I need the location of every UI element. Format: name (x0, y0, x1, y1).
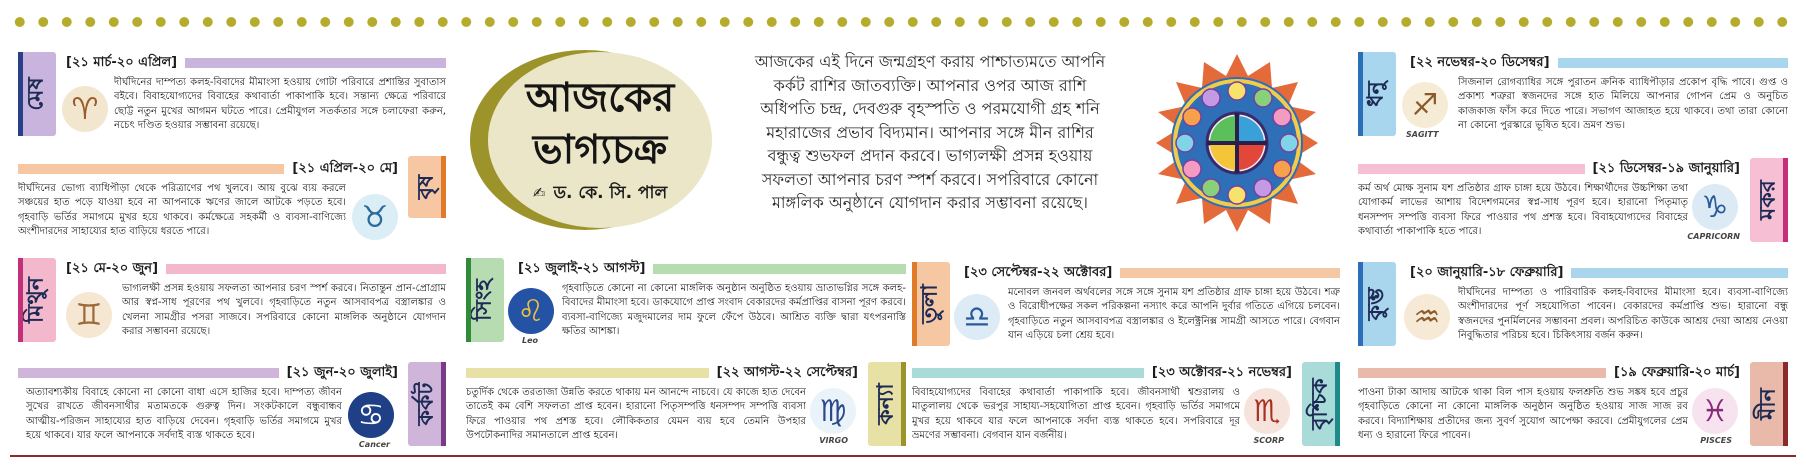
emblem-caption-sagittarius: SAGITT (1406, 130, 1439, 139)
date-range-aquarius: [২০ জানুয়ারি-১৮ ফেব্রুয়ারি] (1410, 264, 1564, 280)
sign-tab-cancer (408, 362, 446, 446)
sign-header-pisces (1358, 364, 1740, 382)
horoscope-virgo (466, 362, 906, 454)
header-bar-capricorn (1358, 164, 1585, 174)
gemini-icon: ♊ (66, 292, 112, 338)
forecast-virgo: চতুর্দিক থেকে তরতাজা উন্নতি করতে থাকায় মন আনন্দে নাচবে। যে কাজে হাত দেবেন তাতেই কম বেশি সফলতা প্রাপ্ত হবেন। হারানো পিতৃসম্পত্তি ধনসম্পদ সম্পত্তি ব্যবসা ফিরে পাওয়ার পথ প্রশস্ত হবে। লৌকিকতার যেমন ব্যয় হবে তেমনি উপহার উপঢৌকনাদির সমানতালে প্রাপ্ত হবেন। (466, 387, 806, 442)
sign-tab-aries (18, 52, 56, 136)
forecast-capricorn: কর্ম অর্থ মোক্ষ সুনাম যশ প্রতিষ্ঠার গ্রাফ চাঙ্গা হয়ে উঠবে। শিক্ষার্থীদের উচ্চশিক্ষা তথা যোগাকর্ম লাভের আশায় বিদেশগমনের স্বপ্ন-সাধ পূরণ হবে। হারানো পিতৃমাতৃ ধনসম্পদ সম্পত্তি ব্যবসা ফিরে পাওয়ার পথ প্রশস্ত হবে। বিবাহযোগ্যদের বিবাহের কথাবার্তা পাকাপাকি হতে পারে। (1358, 183, 1688, 238)
cancer-icon: ♋ (348, 392, 394, 438)
bottom-rule (10, 455, 1796, 457)
header-bar-taurus (18, 164, 284, 174)
date-range-pisces: [১৯ ফেব্রুয়ারি-২০ মার্চ] (1614, 364, 1740, 380)
horoscope-cancer (18, 362, 446, 454)
pen-icon: ✍ (532, 184, 546, 202)
horoscope-sagittarius (1358, 52, 1788, 144)
scorpio-icon: ♏ (1244, 388, 1290, 434)
header-bar-cancer (18, 368, 279, 378)
virgo-icon: ♍ (810, 388, 856, 434)
page-title: আজকের (525, 75, 675, 121)
sign-tab-pisces (1750, 362, 1788, 446)
emblem-caption-virgo: VIRGO (819, 436, 848, 445)
title-disc (488, 52, 712, 228)
libra-icon: ♎ (954, 294, 1000, 340)
sign-name-gemini: মিথুন (23, 277, 49, 323)
emblem-caption-cancer: Cancer (358, 440, 390, 449)
title-block (470, 50, 734, 230)
sign-header-aquarius (1410, 264, 1788, 282)
aries-icon: ♈ (62, 86, 108, 132)
date-range-leo: [২১ জুলাই-২১ আগস্ট] (518, 260, 646, 276)
horoscope-gemini (18, 258, 446, 350)
forecast-aquarius: দীর্ঘদিনের দাম্পত্য ও পারিবারিক কলহ-বিবাদের মীমাংসা হবে। ব্যবসা-বাণিজ্যে অংশীদারদের পূর্ণ সহযোগিতা পাবেন। বেকারদের কর্মপ্রাপ্তি শুভ। হারানো বন্ধু স্বজনদের পুনর্মিলনের সম্ভাবনা প্রবল। অপরিচিত কাউকে আশ্রয় দেয়া আশ্রয় নেওয়া নিবুদ্ধিতার পরিচয় হবে। চিকিৎসায় বর্জন করুন। (1458, 287, 1788, 342)
author-byline (488, 180, 712, 208)
date-range-taurus: [২১ এপ্রিল-২০ মে] (292, 160, 398, 176)
emblem-caption-scorpio: SCORP (1253, 436, 1284, 445)
sign-tab-aquarius (1358, 262, 1396, 346)
sign-header-aries (66, 54, 446, 72)
header-bar-libra (1120, 268, 1340, 278)
sign-name-aries: মেষ (23, 77, 49, 111)
sign-name-capricorn: মকর (1755, 180, 1781, 220)
dotted-border (8, 15, 1798, 29)
forecast-sagittarius: সিজনাল রোগব্যাধির সঙ্গে পুরাতন ক্রনিক ব্যাধিপীড়ার প্রকোপ বৃদ্ধি পাবে। গুপ্ত ও প্রকাশ্য শত্রুরা স্বজনদের সঙ্গে হাত মিলিয়ে আপনার গোপন প্রেম ও অনুচিত কাজকাজ ফাঁস করে দিতে পারে। সভাগণ আজাহত হয়ে থাকবে। তথা তারা কোনো না কোনো পুরস্কারে ভূষিত হবে। ভ্রমণ শুভ। (1458, 77, 1788, 132)
forecast-cancer: অত্যাবশ্যকীয় বিবাহে কোনো না কোনো বাধা এসে হাজির হবে। দাম্পত্য জীবন সুখের রাখতে জীবনসাথীর মতামতকে গুরুত্ব দিন। সংকটকালে বন্ধুবান্ধব আত্মীয়-পরিজন সাহায্যের হাত বাড়িয়ে দেবেন। গৃহবাড়ি ভর্তির সমাগমে মুখর হয়ে থাকবে। যার ফলে আপনাকে সর্বদাই ব্যস্ত থাকতে হবে। (26, 387, 342, 442)
sign-header-gemini (66, 260, 446, 278)
sign-name-scorpio: বৃশ্চিক (1307, 378, 1333, 430)
sign-header-taurus (18, 160, 398, 178)
sign-header-libra (964, 264, 1340, 282)
zodiac-wheel-icon (1148, 54, 1326, 232)
pisces-icon: ♓ (1692, 388, 1738, 434)
sign-tab-leo (466, 258, 504, 342)
forecast-scorpio: বিবাহযোগ্যদের বিবাহের কথাবার্তা পাকাপাকি হবে। জীবনসাথী শ্বশুরালয় ও মাতুলালয় থেকে ভরপুর সাহায্য-সহযোগিতা প্রাপ্ত হবেন। গৃহবাড়ি ভর্তির সমাগমে মুখর হয়ে থাকবে যার ফলে আপনাকে সর্বদা ব্যস্ত থাকতে হবে। সপরিবারে দূর ভ্রমণের সম্ভাবনা। বেগবান যান বর্জনীয়। (912, 387, 1240, 442)
leo-icon: ♌ (508, 288, 554, 334)
sign-name-cancer: কর্কট (413, 382, 439, 426)
header-bar-pisces (1358, 368, 1606, 378)
horoscope-aquarius (1358, 262, 1788, 354)
taurus-icon: ♉ (352, 194, 398, 240)
date-range-aries: [২১ মার্চ-২০ এপ্রিল] (66, 54, 178, 70)
horoscope-aries (18, 52, 446, 142)
date-range-sagittarius: [২২ নভেম্বর-২০ ডিসেম্বর] (1410, 54, 1550, 70)
horoscope-libra (912, 262, 1340, 354)
page-subtitle: ভাগ্যচক্র (532, 127, 668, 173)
sign-header-sagittarius (1410, 54, 1788, 72)
emblem-caption-leo: Leo (522, 336, 539, 345)
sign-tab-sagittarius (1358, 52, 1396, 136)
sign-tab-virgo (868, 362, 906, 446)
sign-name-pisces: মীন (1755, 388, 1781, 420)
horoscope-taurus (18, 156, 446, 248)
header-bar-aquarius (1571, 268, 1788, 278)
sign-header-leo (518, 260, 906, 278)
sign-header-scorpio (912, 364, 1292, 382)
forecast-gemini: ভাগ্যলক্ষী প্রসন্ন হওয়ায় সফলতা আপনার চরণ স্পর্শ করবে। নিতান্তুন প্রান-প্রোগ্রাম আর স্বপ্ন-সাধ পূরণের পথ খুলবে। গৃহবাড়িতে নতুন আসবাবপত্র বস্ত্রালঙ্কার ও খেলনা সামগ্রীর পসরা সাজবে। সপরিবারে কোনো মাঙ্গলিক অনুষ্ঠানে যোগদান করার সম্ভাবনা রয়েছে। (122, 283, 446, 338)
forecast-libra: মনোবল জনবল অর্থবলের সঙ্গে সঙ্গে সুনাম যশ প্রতিষ্ঠার গ্রাফ চাঙ্গা হয়ে উঠবে। শত্রু ও বিরোধীপক্ষের সকল পরিকল্পনা নস্যাৎ করে আপনি দুর্বার গতিতে এগিয়ে চলবেন। গৃহবাড়িতে নতুন আসবাবপত্র বস্ত্রালঙ্কার ও ইলেক্ট্রনিক্স সামগ্রী আসতে পারে। বেগবান যান এড়িয়ে চলা শ্রেয় হবে। (1008, 287, 1340, 342)
header-bar-leo (653, 264, 906, 274)
header-bar-virgo (466, 368, 709, 378)
emblem-caption-pisces: PISCES (1700, 436, 1732, 445)
horoscope-capricorn (1358, 158, 1788, 250)
intro-paragraph: আজকের এই দিনে জন্মগ্রহণ করায় পাশ্চাত্যমতে আপনি কর্কট রাশির জাতব্যক্তি। আপনার ওপর আজ রাশি অধিপতি চন্দ্র, দেবগুরু বৃহস্পতি ও পরমযোগী গ্রহ শনি মহারাজের প্রভাব বিদ্যমান। আপনার সঙ্গে মীন রাশির বন্ধুত্ব শুভফল প্রদান করবে। ভাগ্যলক্ষী প্রসন্ন হওয়ায় সফলতা আপনার চরণ স্পর্শ করবে। সপরিবারে কোনো মাঙ্গলিক অনুষ্ঠানে যোগদান করার সম্ভাবনা রয়েছে। (754, 52, 1106, 212)
date-range-libra: [২৩ সেপ্টেম্বর-২২ অক্টোবর] (964, 264, 1113, 280)
date-range-scorpio: [২৩ অক্টোবর-২১ নভেম্বর] (1151, 364, 1292, 380)
horoscope-scorpio (912, 362, 1340, 454)
sign-tab-gemini (18, 258, 56, 342)
forecast-pisces: পাওনা টাকা আদায় আটকে থাকা বিল পাস হওয়ায় ফলশ্রুতি শুভ সঙ্কষ হবে প্রচুর গৃহবাড়িতে কোনো না কোনো মাঙ্গলিক অনুষ্ঠান অনুষ্ঠিত হওয়ায় সাজ সাজ রব করবে। বিদ্যাশিক্ষায় প্রতীদের জন্য সুবর্ণ সুযোগ আপেক্ষা করবে। প্রেমীযুগলের প্রেম ধন্য ও হারানো ফিরে পাবেন। (1358, 387, 1688, 442)
header-bar-gemini (166, 264, 446, 274)
header-bar-sagittarius (1558, 58, 1788, 68)
date-range-capricorn: [২১ ডিসেম্বর-১৯ জানুয়ারি] (1592, 160, 1740, 176)
sign-tab-capricorn (1750, 158, 1788, 242)
sign-name-virgo: কন্যা (873, 383, 899, 425)
sign-header-virgo (466, 364, 858, 382)
header-bar-scorpio (912, 368, 1144, 378)
sign-tab-scorpio (1302, 362, 1340, 446)
forecast-aries: দীর্ঘদিনের দাম্পত্য কলহ-বিবাদের মীমাংসা হওয়ায় গোটা পরিবারে প্রশান্তির সুবাতাস বইবে। বিবাহযোগ্যদের বিবাহের কথাবার্তা পাকাপাকি হবে। সন্তান্য ক্ষেত্রে পরিবারে ছোট্ট নতুন মুখের আগমন ঘটতে পারে। প্রেমীযুগল সতর্কতার সঙ্গে চলাফেরা করুন, নচেৎ দণ্ডিত হওয়ার সম্ভাবনা রয়েছে। (114, 77, 446, 132)
sign-header-capricorn (1358, 160, 1740, 178)
forecast-leo: গৃহবাড়িতে কোনো না কোনো মাঙ্গলিক অনুষ্ঠান অনুষ্ঠিত হওয়ায় ভ্রাতাভগ্নির সঙ্গে কলহ-বিবাদের মীমাংসা হবে। ডাকযোগে প্রাপ্ত সংবাদ বেকারদের কর্মপ্রাপ্তির বাসনা পূরণ করবে। ব্যবসা-বাণিজ্যে মজুদমালের দাম ফুলে ফেঁপে উঠবে। আশ্রিত ব্যক্তি দ্বারা যৎপরনাস্তি ক্ষতির আশঙ্কা। (562, 283, 906, 338)
header-bar-aries (185, 58, 446, 68)
sign-tab-libra (912, 262, 950, 346)
sign-tab-taurus (408, 156, 446, 218)
author-name: ড. কে. সি. পাল (553, 183, 668, 203)
date-range-gemini: [২১ মে-২০ জুন] (66, 260, 159, 276)
sign-name-libra: তুলা (917, 284, 943, 324)
aquarius-icon: ♒ (1404, 294, 1450, 340)
date-range-virgo: [২২ আগস্ট-২২ সেপ্টেম্বর] (716, 364, 858, 380)
capricorn-icon: ♑ (1692, 184, 1738, 230)
date-range-cancer: [২১ জুন-২০ জুলাই] (286, 364, 398, 380)
emblem-caption-capricorn: CAPRICORN (1687, 232, 1740, 241)
horoscope-leo (466, 258, 906, 350)
sign-name-sagittarius: ধনু (1363, 81, 1389, 107)
sign-name-taurus: বৃষ (413, 174, 439, 200)
forecast-taurus: দীর্ঘদিনের ভোগ্য ব্যাধিপীড়া থেকে পরিত্রাণের পথ খুলবে। আয় বুঝে ব্যয় করলে সঞ্চয়ের হাত পড়ে যাওয়া হবে না আপনাকে ঋণের জালে আটকে পড়তে হবে। গৃহবাড়ি ভর্তির সমাগমে মুখর হয়ে থাকবে। কর্মক্ষেত্রে সহকর্মী ও ব্যবসা-বাণিজ্যে অংশীদারদের সাহায্যের হাত বাড়িয়ে ধরতে পারে। (18, 183, 346, 238)
sagittarius-icon: ♐ (1402, 82, 1448, 128)
horoscope-pisces (1358, 362, 1788, 454)
sign-name-leo: সিংহ (471, 279, 497, 321)
sign-name-aquarius: কুম্ভ (1363, 287, 1389, 321)
sign-header-cancer (18, 364, 398, 382)
